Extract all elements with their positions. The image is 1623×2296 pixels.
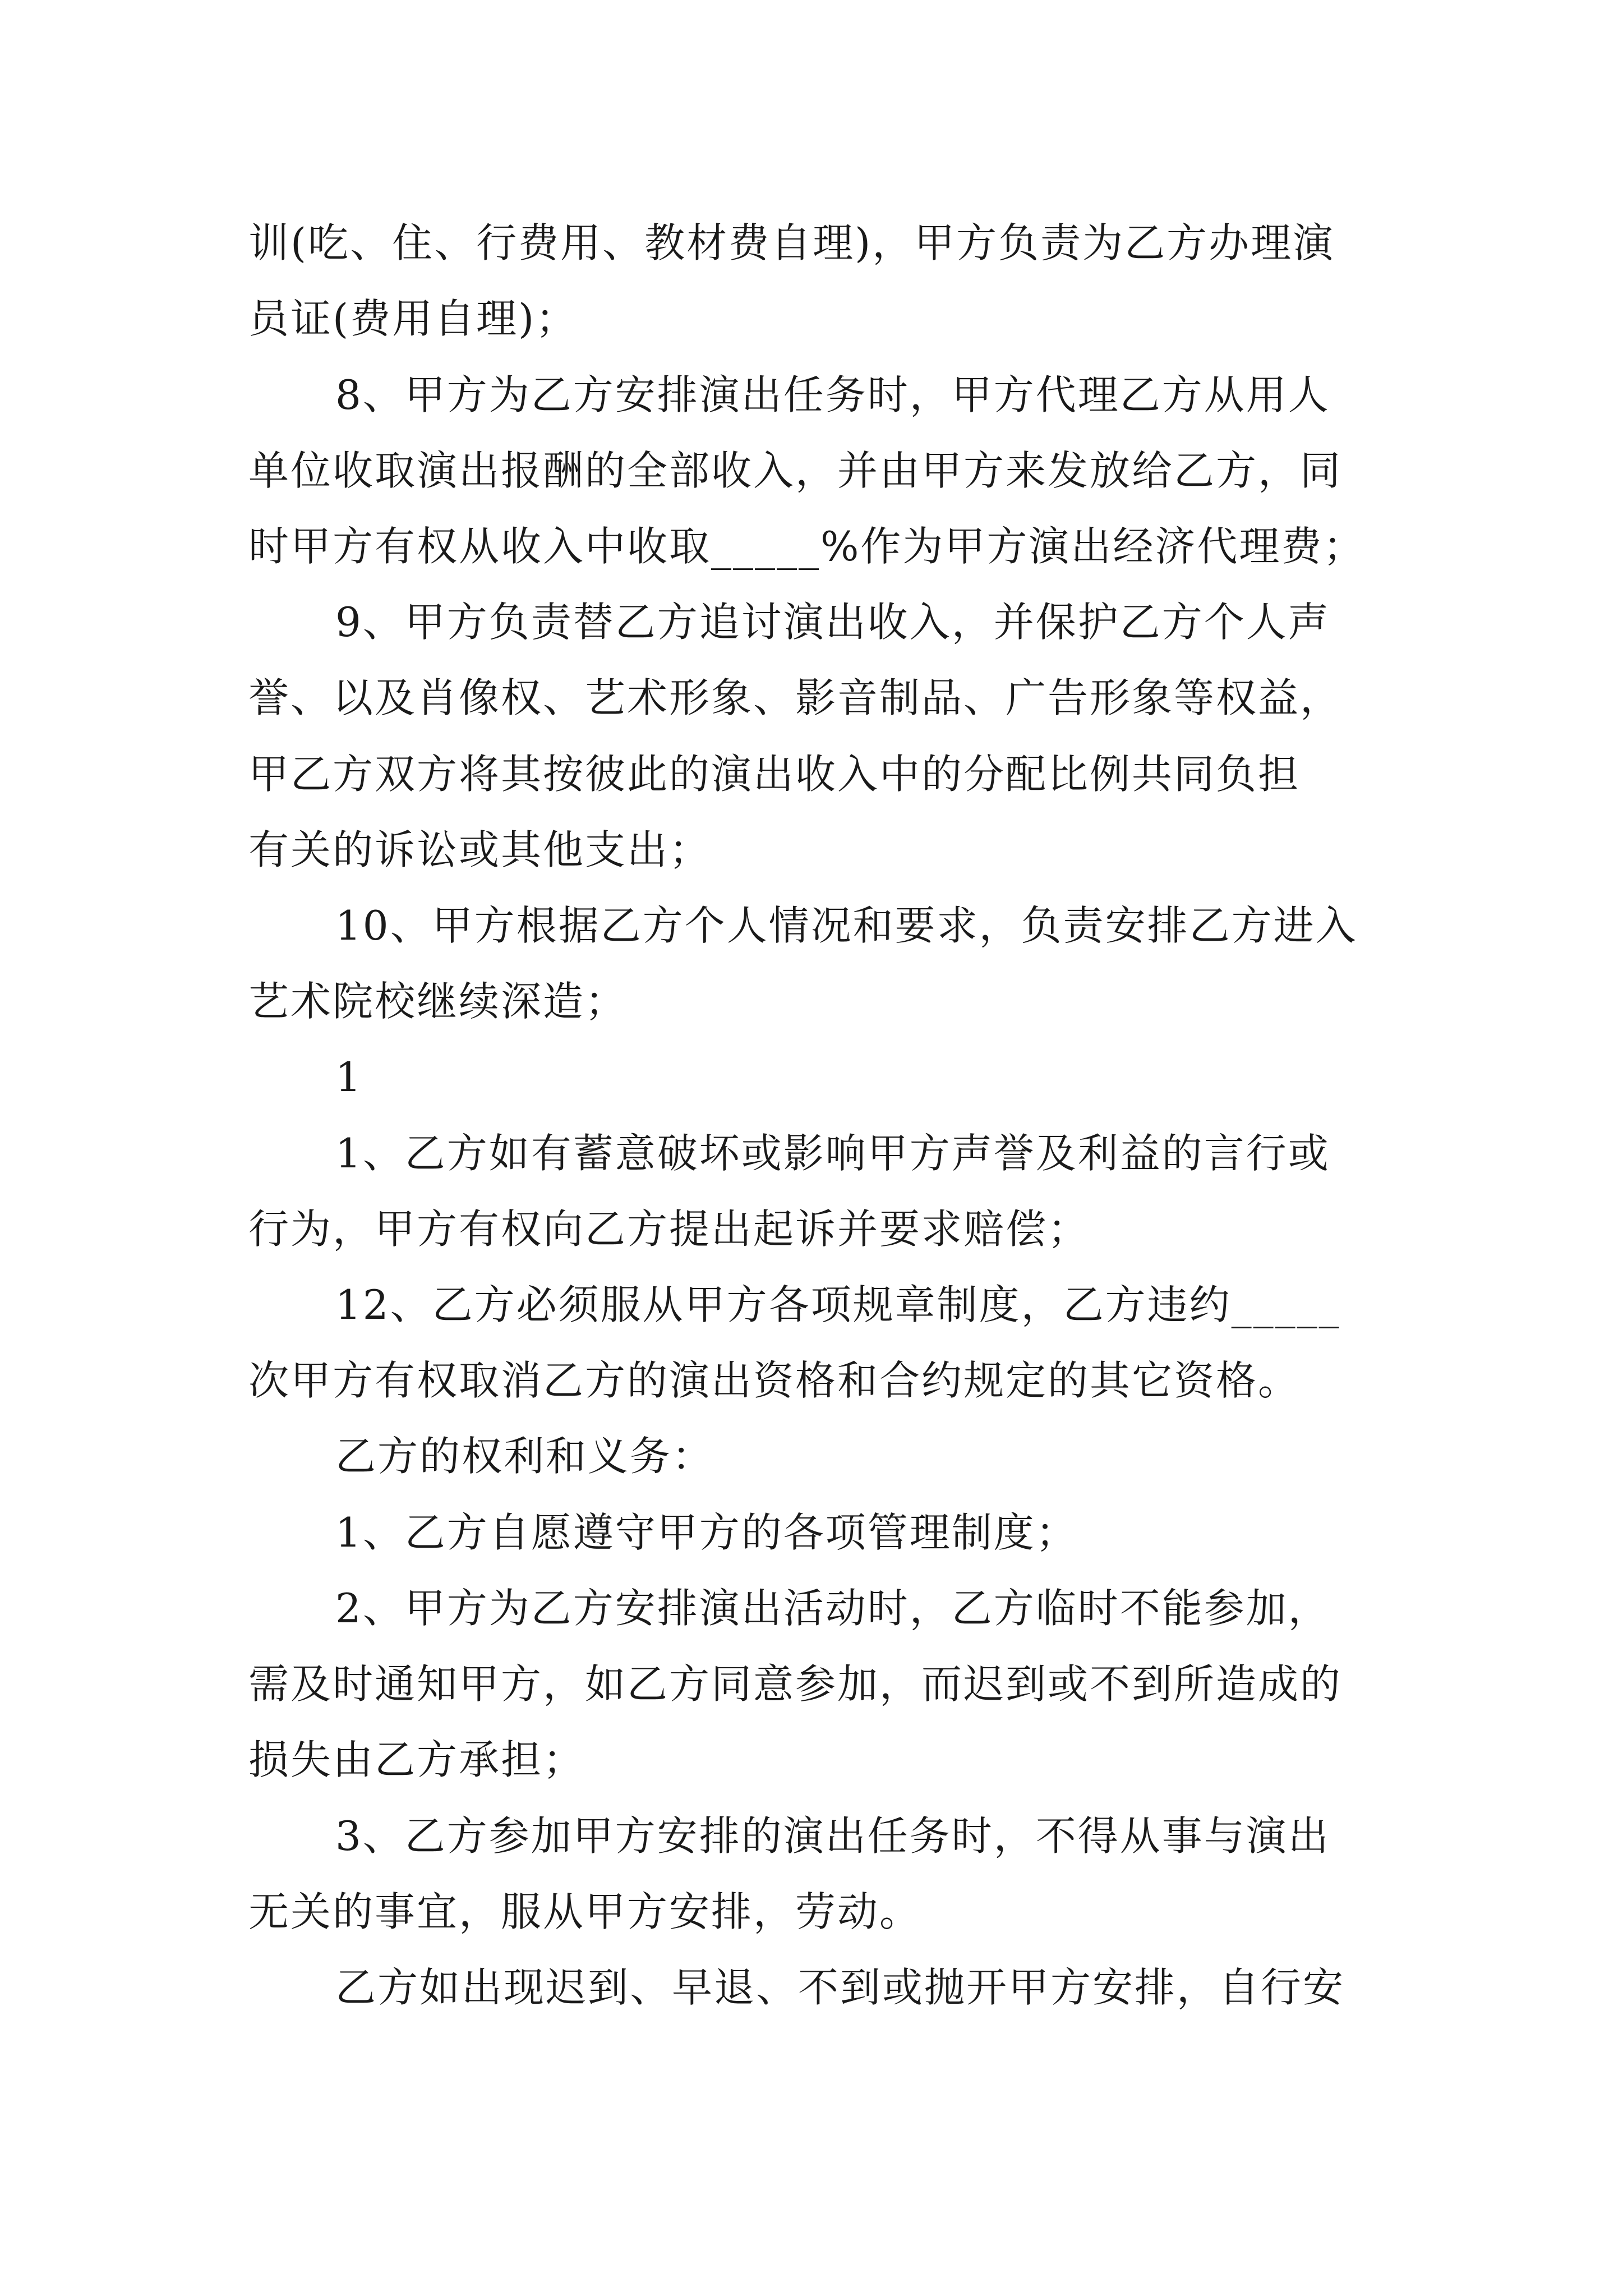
paragraph-start-line: 乙方如出现迟到、早退、不到或抛开甲方安排，自行安 — [335, 1964, 1345, 2011]
text-line: 员证(费用自理)； — [248, 295, 578, 342]
text-line: 无关的事宜，服从甲方安排，劳动。 — [248, 1888, 922, 1935]
text-line: 单位收取演出报酬的全部收入，并由甲方来发放给乙方，同 — [248, 447, 1343, 494]
paragraph-start-line: 1、乙方如有蓄意破坏或影响甲方声誉及利益的言行或 — [335, 1130, 1330, 1177]
text-line: 誉、以及肖像权、艺术形象、影音制品、广告形象等权益， — [248, 674, 1343, 721]
paragraph-start-line: 9、甲方负责替乙方追讨演出收入，并保护乙方个人声 — [335, 599, 1330, 646]
paragraph-start-line: 2、甲方为乙方安排演出活动时，乙方临时不能参加， — [335, 1585, 1330, 1632]
paragraph-start-line: 3、乙方参加甲方安排的演出任务时，不得从事与演出 — [335, 1812, 1330, 1860]
text-line: 甲乙方双方将其按彼此的演出收入中的分配比例共同负担 — [248, 751, 1301, 798]
section-heading: 乙方的权利和义务： — [335, 1433, 714, 1480]
paragraph-start-line: 8、甲方为乙方安排演出任务时，甲方代理乙方从用人 — [335, 371, 1330, 418]
text-line: 有关的诉讼或其他支出； — [248, 826, 712, 873]
paragraph-start-line: 10、甲方根据乙方个人情况和要求，负责安排乙方进入 — [335, 902, 1358, 949]
text-line: 艺术院校继续深造； — [248, 978, 628, 1025]
text-line: 时甲方有权从收入中收取_____%作为甲方演出经济代理费； — [248, 523, 1366, 570]
page-number-line: 1 — [335, 1053, 363, 1101]
paragraph-start-line: 1、乙方自愿遵守甲方的各项管理制度； — [335, 1509, 1078, 1556]
text-line: 次甲方有权取消乙方的演出资格和合约规定的其它资格。 — [248, 1357, 1301, 1404]
text-line: 训(吃、住、行费用、教材费自理)，甲方负责为乙方办理演 — [248, 219, 1335, 266]
text-line: 损失由乙方承担； — [248, 1736, 585, 1783]
text-line: 行为，甲方有权向乙方提出起诉并要求赔偿； — [248, 1205, 1090, 1253]
paragraph-start-line: 12、乙方必须服从甲方各项规章制度，乙方违约_____ — [335, 1281, 1341, 1328]
text-line: 需及时通知甲方，如乙方同意参加，而迟到或不到所造成的 — [248, 1660, 1343, 1708]
